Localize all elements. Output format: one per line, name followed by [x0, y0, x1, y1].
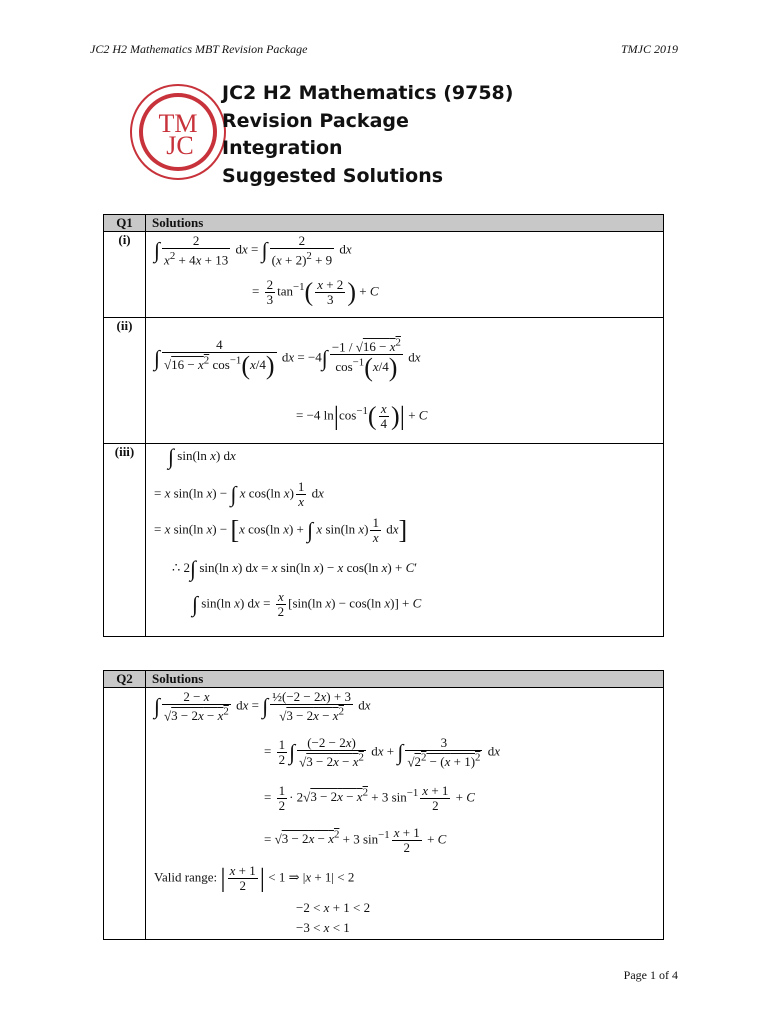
- svg-text:TM: TM: [158, 109, 198, 138]
- q2-solution-table: [103, 670, 664, 940]
- q1-part-iii-working: ∫ sin(ln x) dx = x sin(ln x) − ∫ x cos(ln x) $\frac{1}{x}$ dx = x sin(ln x) − [x cos(ln x) + ∫ x sin(ln x) $\frac{1}{x}$ dx] ∴ 2∫ sin(ln x) dx = x sin(ln x) − x cos(ln x) + C′ ∫ sin(ln x) dx = $\frac{x}{2}$ [sin(ln x) − cos(ln x)] + C: [146, 444, 664, 637]
- title-line-3: Integration: [222, 137, 343, 159]
- svg-text:JC: JC: [166, 131, 194, 160]
- q1-part-ii-working: ∫ $\frac{4}{√16 - x^2 \cos^{-1}(x/4)}$ dx = −4∫ $\frac{-1 / √16 - x^2}{\cos^{-1}(x/4)}$ dx = −4 $\ln|\cos^{-1}$( $\frac{x}{4}$ )| + C: [146, 318, 664, 444]
- q2-label: Q2: [104, 671, 146, 688]
- q1-part-iii: (iii): [104, 444, 146, 637]
- title-line-4: Suggested Solutions: [222, 164, 444, 187]
- q2-solutions-header: Solutions: [146, 671, 664, 688]
- college-logo: [128, 82, 228, 182]
- q1-part-ii: (ii): [104, 318, 146, 444]
- running-header-right: TMJC 2019: [621, 42, 678, 56]
- q1-solutions-header: Solutions: [146, 215, 664, 232]
- page-number: Page 1 of 4: [623, 968, 678, 982]
- q2-working: ∫ $\frac{2 - x}{√3 - 2x - x^2}$ dx = ∫ $\frac{\text{½(−2 − 2x) + 3}}{√3 - 2x - x^2}$ dx = $\frac{1}{2}$ ∫ $\frac{(-2 - 2x)}{√3 - 2x - x^2}$ dx + ∫ $\frac{3}{√2^2 - (x + 1)^2}$ dx = $\frac{1}{2}$ · $2√3 - 2x - x^2 + 3$ $\sin^{-1}$ $\frac{x + 1}{2}$ + C = $√3 - 2x - x^2 + 3$ $\sin^{-1}$ $\frac{x + 1}{2}$ + C Valid range: | $\frac{x + 1}{2}$ | < 1 ⇒ |x + 1| < 2 −2 < x + 1 < 2 −3 < x < 1: [146, 688, 664, 940]
- q1-label: Q1: [104, 215, 146, 232]
- valid-range-label: Valid range:: [154, 869, 218, 885]
- title-line-1: JC2 H2 Mathematics (9758): [222, 82, 514, 104]
- q1-part-i: (i): [104, 232, 146, 318]
- q1-solution-table: [103, 214, 664, 637]
- running-header-left: JC2 H2 Mathematics MBT Revision Package: [90, 42, 308, 56]
- q1-part-i-working: ∫ $\frac{2}{x^2 + 4x + 13}$ dx = ∫ $\frac{2}{(x + 2)^2 + 9}$ dx = $\frac{2}{3}$ $\tan^{-1}$( $\frac{x + 2}{3}$ ) + C: [146, 232, 664, 318]
- title-line-2: Revision Package: [222, 109, 409, 132]
- document-title: [222, 80, 513, 190]
